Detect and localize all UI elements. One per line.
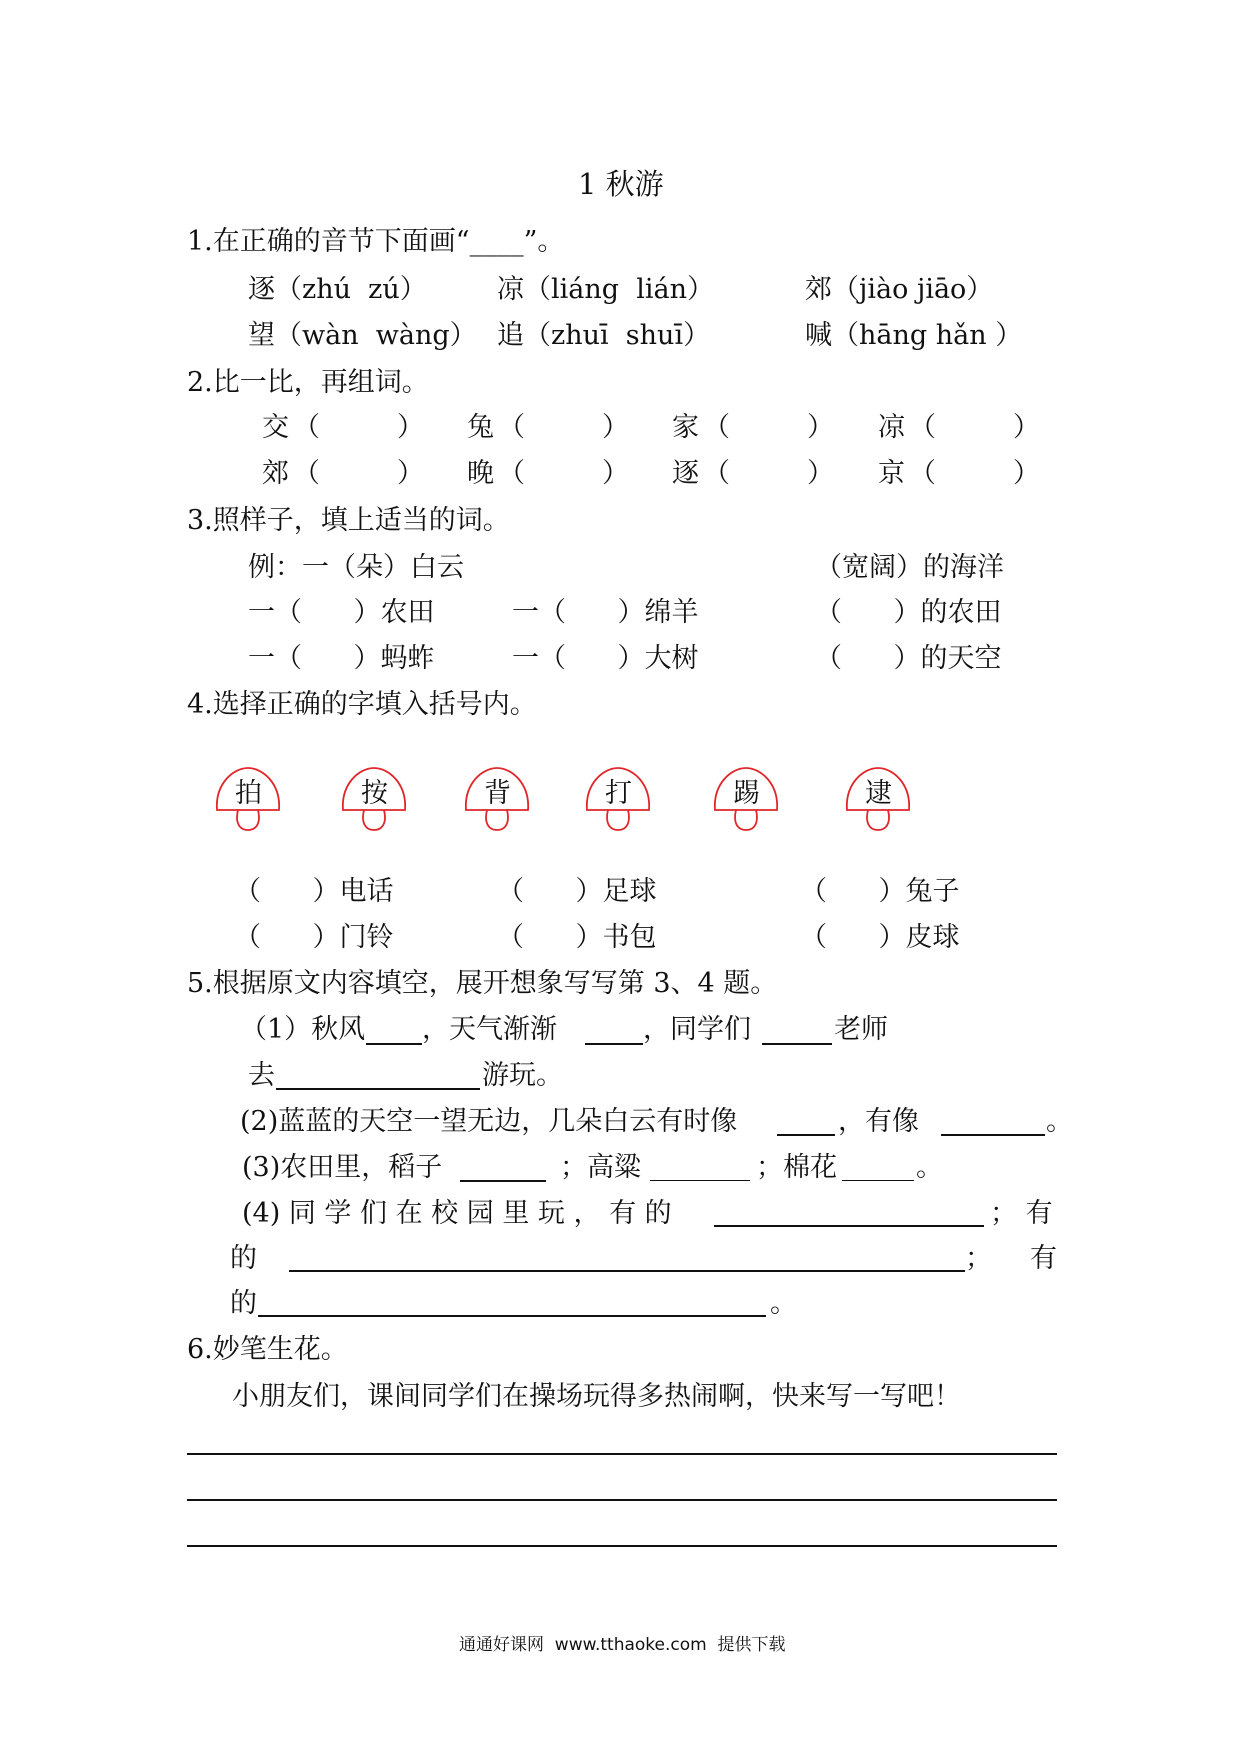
- writing-line[interactable]: [187, 1453, 1057, 1455]
- mushroom-option: [213, 764, 283, 836]
- answer-blank[interactable]: [714, 1225, 984, 1227]
- sentence-text: ；: [965, 1243, 992, 1274]
- pinyin-choice: 郊（jiào jiāo）: [805, 274, 994, 305]
- answer-blank[interactable]: [762, 1043, 832, 1045]
- mushroom-option: [843, 764, 913, 836]
- writing-prompt: 小朋友们，课间同学们在操场玩得多热闹啊，快来写一写吧！: [232, 1381, 961, 1412]
- writing-line[interactable]: [187, 1499, 1057, 1501]
- sentence-text: 老师: [834, 1014, 888, 1045]
- compare-char: 交: [262, 412, 289, 443]
- mushroom-option: [339, 764, 409, 836]
- paren-close: ）: [807, 412, 834, 443]
- paren-open: （: [909, 412, 936, 443]
- mushroom-char: 拍: [235, 778, 262, 809]
- answer-blank[interactable]: [460, 1180, 546, 1182]
- answer-blank[interactable]: [842, 1180, 914, 1181]
- paren-open: （: [703, 412, 730, 443]
- fill-blank: 一（ ）农田: [248, 597, 435, 628]
- question-3-heading: 3.照样子，填上适当的词。: [187, 505, 510, 536]
- mushroom-char: 按: [361, 778, 388, 809]
- paren-close: ）: [397, 412, 424, 443]
- fill-blank: 一（ ）蚂蚱: [248, 643, 435, 674]
- answer-blank[interactable]: [777, 1134, 835, 1136]
- fill-blank: （ ）的农田: [815, 597, 1002, 628]
- paren-close: ）: [602, 458, 629, 489]
- answer-blank[interactable]: [366, 1043, 422, 1045]
- answer-blank[interactable]: [941, 1134, 1045, 1136]
- sentence-text: ，天气渐渐: [422, 1014, 557, 1045]
- fill-blank: （ ）的天空: [815, 643, 1002, 674]
- mushroom-char: 踢: [733, 778, 760, 809]
- sentence-text: 的: [230, 1243, 257, 1274]
- paren-close: ）: [807, 458, 834, 489]
- compare-char: 兔: [467, 412, 494, 443]
- pinyin-choice: 喊（hāng hǎn ）: [805, 320, 1023, 351]
- paren-close: ）: [1013, 458, 1040, 489]
- mushroom-option: [462, 764, 532, 836]
- paren-open: （: [293, 458, 320, 489]
- mushroom-option: [583, 764, 653, 836]
- sentence-text: ；棉花: [756, 1152, 837, 1183]
- fill-blank: 一（ ）绵羊: [512, 597, 699, 628]
- sentence-text: ；高粱: [560, 1152, 641, 1183]
- compare-char: 京: [878, 458, 905, 489]
- fill-blank: （ ）兔子: [800, 876, 960, 907]
- sentence-text: ，同学们: [643, 1014, 751, 1045]
- question-2-heading: 2.比一比，再组词。: [187, 367, 429, 398]
- paren-open: （: [909, 458, 936, 489]
- sentence-text: 。: [1046, 1106, 1073, 1137]
- fill-blank: 一（ ）大树: [512, 643, 699, 674]
- compare-char: 郊: [262, 458, 289, 489]
- mushroom-option: [711, 764, 781, 836]
- sentence-text: ； 有: [990, 1198, 1053, 1229]
- fill-blank: （ ）足球: [497, 876, 657, 907]
- paren-close: ）: [602, 412, 629, 443]
- paren-open: （: [703, 458, 730, 489]
- sentence-text: （1）秋风: [240, 1014, 366, 1045]
- question-1-heading: 1.在正确的音节下面画“____”。: [187, 226, 565, 257]
- compare-char: 家: [672, 412, 699, 443]
- paren-open: （: [293, 412, 320, 443]
- sentence-text: 去: [248, 1060, 275, 1091]
- answer-blank[interactable]: [650, 1180, 750, 1181]
- fill-blank: （ ）门铃: [234, 922, 394, 953]
- sentence-text: 游玩。: [482, 1060, 563, 1091]
- answer-blank[interactable]: [585, 1043, 643, 1045]
- compare-char: 逐: [672, 458, 699, 489]
- paren-close: ）: [1013, 412, 1040, 443]
- compare-char: 凉: [878, 412, 905, 443]
- footer-credit: 通通好课网 www.tthaoke.com 提供下载: [459, 1635, 786, 1655]
- sentence-text: (4) 同 学 们 在 校 园 里 玩 ， 有 的: [242, 1198, 672, 1229]
- sentence-text: (2)蓝蓝的天空一望无边，几朵白云有时像: [240, 1106, 738, 1137]
- fill-blank: （ ）书包: [497, 922, 657, 953]
- question-4-heading: 4.选择正确的字填入括号内。: [187, 689, 537, 720]
- sentence-text: ，有像: [838, 1106, 919, 1137]
- paren-close: ）: [397, 458, 424, 489]
- answer-blank[interactable]: [276, 1088, 480, 1090]
- example-right: （宽阔）的海洋: [815, 552, 1004, 583]
- paren-open: （: [498, 412, 525, 443]
- pinyin-choice: 凉（liáng lián）: [497, 274, 714, 305]
- sentence-text: 的: [230, 1288, 257, 1319]
- compare-char: 晚: [467, 458, 494, 489]
- page-title: 1 秋游: [578, 167, 664, 201]
- fill-blank: （ ）电话: [234, 876, 394, 907]
- sentence-text: (3)农田里，稻子: [242, 1152, 443, 1183]
- example-left: 例：一（朵）白云: [248, 552, 464, 583]
- question-6-heading: 6.妙笔生花。: [187, 1334, 348, 1365]
- fill-blank: （ ）皮球: [800, 922, 960, 953]
- paren-open: （: [498, 458, 525, 489]
- pinyin-choice: 望（wàn wàng）: [248, 320, 477, 351]
- sentence-text: 有: [1030, 1243, 1057, 1274]
- pinyin-choice: 逐（zhú zú）: [248, 274, 427, 305]
- answer-blank[interactable]: [258, 1315, 766, 1317]
- sentence-text: 。: [916, 1152, 943, 1183]
- mushroom-char: 背: [484, 778, 511, 809]
- mushroom-char: 打: [605, 778, 632, 809]
- writing-line[interactable]: [187, 1545, 1057, 1547]
- pinyin-choice: 追（zhuī shuī）: [497, 320, 711, 351]
- question-5-heading: 5.根据原文内容填空，展开想象写写第 3、4 题。: [187, 968, 778, 999]
- answer-blank[interactable]: [289, 1270, 965, 1272]
- mushroom-char: 逮: [865, 778, 892, 809]
- sentence-text: 。: [770, 1288, 797, 1319]
